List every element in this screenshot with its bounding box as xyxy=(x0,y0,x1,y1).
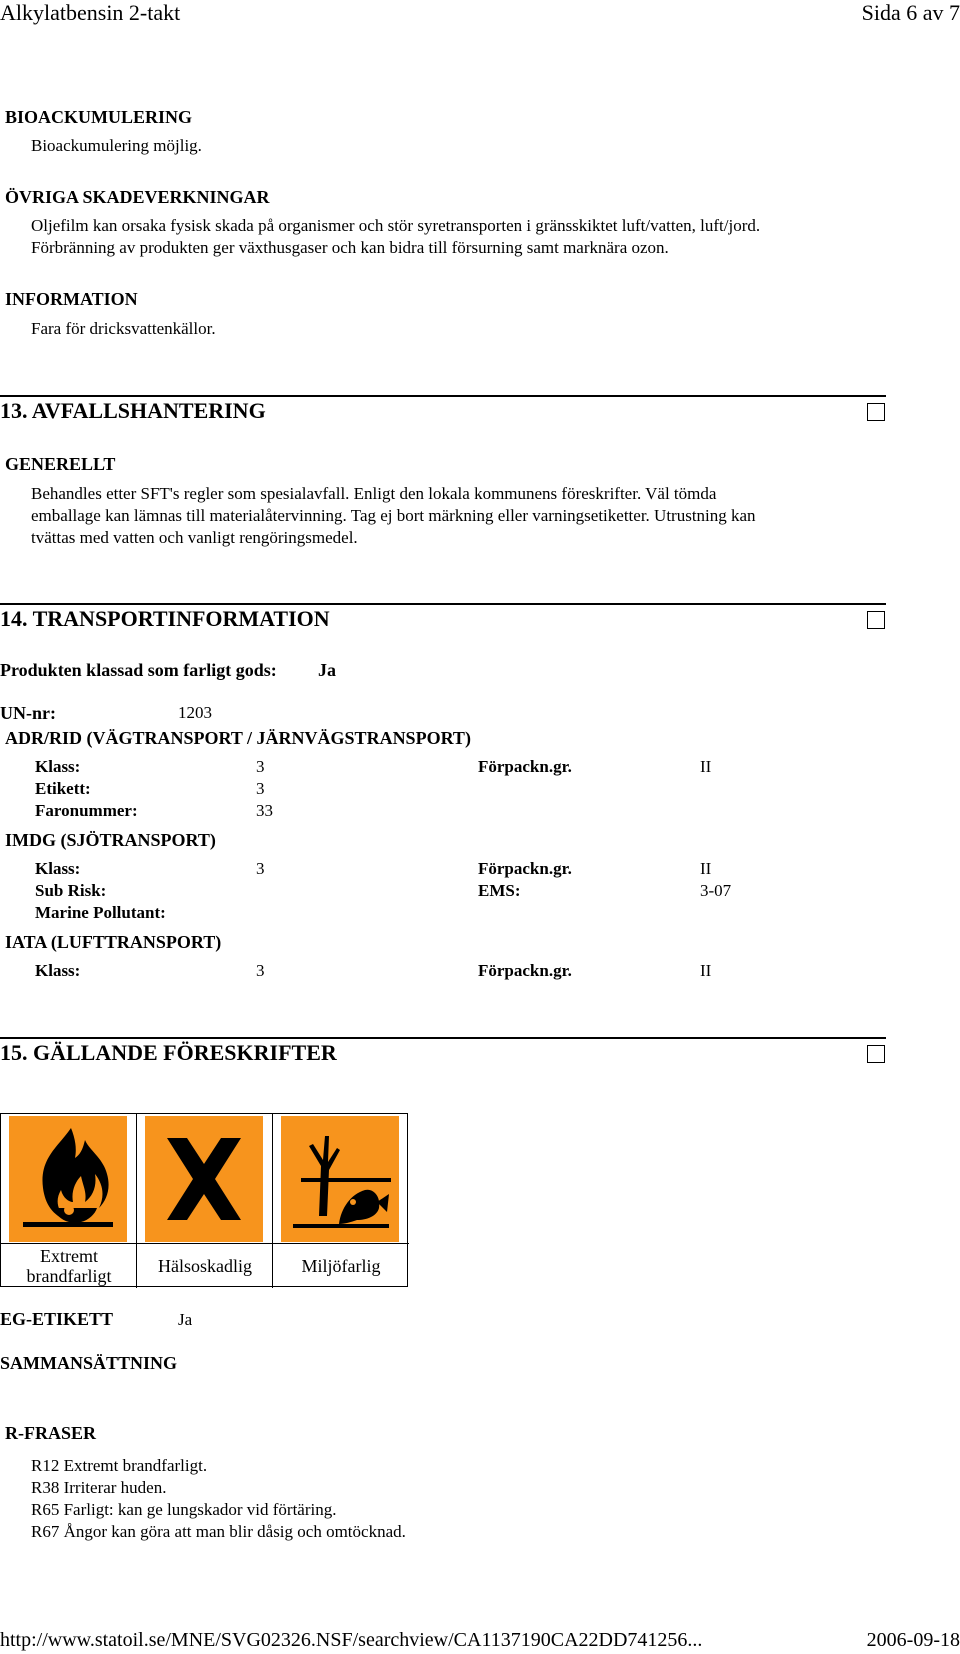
dead-tree-fish-icon xyxy=(281,1116,399,1242)
section-15-rule xyxy=(0,1037,886,1039)
section-13-checkbox xyxy=(867,403,885,421)
imdg-heading: IMDG (SJÖTRANSPORT) xyxy=(5,830,216,850)
imdg-klass-label: Klass: xyxy=(35,859,81,878)
adr-etikett-value: 3 xyxy=(256,779,265,798)
hazard-cell-harmful xyxy=(137,1114,273,1288)
ovriga-line-1: Oljefilm kan orsaka fysisk skada på organismer och stör syretransporten i gränsskiktet luft/vatten, luft/jord. xyxy=(31,216,761,235)
r-fras-item: R65 Farligt: kan ge lungskador vid förtäring. xyxy=(31,1500,337,1519)
adr-forpackn-label: Förpackn.gr. xyxy=(478,757,572,776)
imdg-ems-label: EMS: xyxy=(478,881,521,900)
section-13-title: 13. AVFALLSHANTERING xyxy=(0,398,266,423)
document-title: Alkylatbensin 2-takt xyxy=(0,0,181,25)
bioackumulering-text: Bioackumulering möjlig. xyxy=(31,136,202,155)
section-15-title: 15. GÄLLANDE FÖRESKRIFTER xyxy=(0,1040,337,1065)
information-heading: INFORMATION xyxy=(5,289,138,309)
farligt-gods-label: Produkten klassad som farligt gods: xyxy=(0,660,277,680)
imdg-subrisk-label: Sub Risk: xyxy=(35,881,107,900)
bioackumulering-heading: BIOACKUMULERING xyxy=(5,107,193,127)
hazard-label-flammable: Extremt brandfarligt xyxy=(1,1243,137,1288)
imdg-klass-value: 3 xyxy=(256,859,265,878)
ovriga-line-2: Förbränning av produkten ger växthusgaser och kan bidra till försurning samt marknära ozon. xyxy=(31,238,669,257)
r-fras-item: R67 Ångor kan göra att man blir dåsig och omtöcknad. xyxy=(31,1522,406,1541)
r-fras-item: R38 Irriterar huden. xyxy=(31,1478,167,1497)
flame-icon xyxy=(9,1116,127,1242)
iata-forpackn-label: Förpackn.gr. xyxy=(478,961,572,980)
un-nr-label: UN-nr: xyxy=(0,703,56,723)
hazard-symbols-table xyxy=(0,1113,408,1287)
adr-forpackn-value: II xyxy=(700,757,712,776)
imdg-forpackn-label: Förpackn.gr. xyxy=(478,859,572,878)
generellt-line-1: Behandles etter SFT's regler som spesialavfall. Enligt den lokala kommunens föreskrifter. Väl tömda xyxy=(31,484,717,503)
hazard-label-harmful: Hälsoskadlig xyxy=(137,1243,273,1288)
eg-etikett-label: EG-ETIKETT xyxy=(0,1309,114,1329)
ovriga-heading: ÖVRIGA SKADEVERKNINGAR xyxy=(5,187,270,207)
generellt-heading: GENERELLT xyxy=(5,454,116,474)
iata-heading: IATA (LUFTTRANSPORT) xyxy=(5,932,222,952)
imdg-marine-label: Marine Pollutant: xyxy=(35,903,166,922)
adr-faronummer-label: Faronummer: xyxy=(35,801,138,820)
section-13-rule xyxy=(0,395,886,397)
section-14-title: 14. TRANSPORTINFORMATION xyxy=(0,606,330,631)
cross-icon xyxy=(145,1116,263,1242)
page-number: Sida 6 av 7 xyxy=(861,0,960,25)
iata-klass-label: Klass: xyxy=(35,961,81,980)
adr-faronummer-value: 33 xyxy=(256,801,273,820)
section-14-checkbox xyxy=(867,611,885,629)
farligt-gods-value: Ja xyxy=(318,660,336,680)
hazard-cell-environment xyxy=(273,1114,409,1288)
adr-klass-label: Klass: xyxy=(35,757,81,776)
iata-forpackn-value: II xyxy=(700,961,712,980)
sammansattning-heading: SAMMANSÄTTNING xyxy=(0,1353,178,1373)
imdg-ems-value: 3-07 xyxy=(700,881,732,900)
generellt-line-3: tvättas med vatten och vanligt rengöringsmedel. xyxy=(31,528,358,547)
section-14-rule xyxy=(0,603,886,605)
adr-heading: ADR/RID (VÄGTRANSPORT / JÄRNVÄGSTRANSPORT) xyxy=(5,728,471,748)
r-fraser-heading: R-FRASER xyxy=(5,1423,97,1443)
adr-etikett-label: Etikett: xyxy=(35,779,91,798)
imdg-forpackn-value: II xyxy=(700,859,712,878)
hazard-label-environment: Miljöfarlig xyxy=(273,1243,409,1288)
generellt-line-2: emballage kan lämnas till materialåtervinning. Tag ej bort märkning eller varningsetiketter. Utrustning kan xyxy=(31,506,756,525)
r-fras-item: R12 Extremt brandfarligt. xyxy=(31,1456,208,1475)
iata-klass-value: 3 xyxy=(256,961,265,980)
eg-etikett-value: Ja xyxy=(178,1310,193,1329)
section-15-checkbox xyxy=(867,1045,885,1063)
adr-klass-value: 3 xyxy=(256,757,265,776)
footer-date: 2006-09-18 xyxy=(866,1629,960,1651)
hazard-cell-flammable xyxy=(1,1114,137,1288)
information-text: Fara för dricksvattenkällor. xyxy=(31,319,216,338)
un-nr-value: 1203 xyxy=(178,703,212,722)
footer-url[interactable]: http://www.statoil.se/MNE/SVG02326.NSF/searchview/CA1137190CA22DD741256... xyxy=(0,1629,703,1651)
